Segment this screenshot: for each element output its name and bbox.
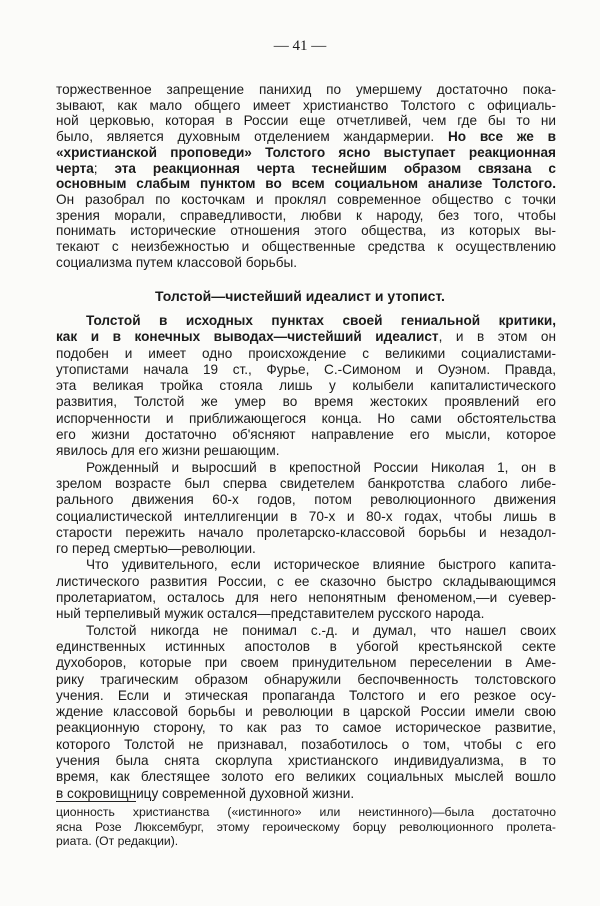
text-line [56,590,556,606]
text-line [56,460,556,476]
text-line [56,161,556,177]
text-segment: старости пережить начало пролетарско-классовой борьбы и незадол- [56,524,556,540]
text-segment: зывают, как мало общего имеет христианство Толстого с официаль- [56,97,556,113]
text-line [56,192,556,208]
text-line [56,737,556,753]
text-line [56,639,556,655]
text-segment: развития, Толстой же умер во время жестоких проявлений его [56,394,556,410]
text-segment: текают с неизбежностью и общественные средства к осуществлению [56,239,556,255]
text-segment: Толстой никогда не понимал с.-д. и думал, что нашел своих [86,622,556,638]
text-block-top [56,82,556,270]
text-segment: , и в этом он [438,329,556,345]
bold-text: Толстой в исходных пунктах своей гениальной критики, [86,313,556,328]
text-segment: его жизни достаточно об'ясняют направление его мысли, которое [56,427,556,443]
text-segment: пролетариатом, осталось для него непонятным феноменом,—и суевер- [56,590,556,606]
text-line [56,655,556,671]
text-line [56,704,556,720]
text-segment: которого Толстой не признавал, позаботилось о том, чтобы с его [56,736,556,752]
text-segment: ный терпеливый мужик остался—представителем русского народа. [56,606,485,622]
text-line [56,427,556,443]
text-line [56,574,556,590]
text-line [56,476,556,492]
text-segment: рику трагическим образом обнаружили беспочвенность толстовского [56,671,556,687]
text-line [56,313,556,329]
text-line [56,378,556,394]
text-segment: учения была снята скорлупа христианского индивидуализма, в то [56,753,556,769]
text-segment: единственных истинных апостолов в убогой крестьянской секте [56,638,556,654]
text-line [56,411,556,427]
text-segment: социалистической интеллигенции в 70-х и 80-х годах, чтобы лишь в [56,508,556,524]
text-segment: ной церковью, которая в России еще отчетливей, чем где бы то ни [56,113,556,129]
bold-text: основным слабым пунктом во всем социальном анализе Толстого. [56,176,556,192]
text-segment: Рожденный и выросший в крепостной России Николая 1, он в [86,459,556,475]
text-line [56,176,556,192]
text-segment: ждение классовой борьбы и революции в царской России имели свою [56,704,556,720]
text-line [56,129,556,145]
text-segment: торжественное запрещение панихид по умершему достаточно пока- [56,82,556,97]
text-segment: было, является духовным отделением жандармерии. [56,129,448,145]
text-line [56,362,556,378]
text-line [56,753,556,769]
bold-text: как и в конечных выводах—чистейший идеалист [56,329,439,345]
text-segment: ционность христианства («истинного» или неистинного)—была достаточно [56,805,556,819]
text-line [56,208,556,224]
text-line [56,541,556,557]
text-segment: учения. Если и этическая пропаганда Толстого и его резкое осу- [56,687,556,703]
text-segment: зрения морали, справедливости, любви к народу, без того, чтобы [56,207,556,223]
text-line [56,769,556,785]
page-number: — 41 — [273,38,327,54]
text-segment: Что удивительного, если историческое влияние быстрого капита- [86,557,556,573]
bold-text: черта [56,160,94,176]
text-line [56,346,556,362]
text-segment: испорченности и приближающегося конца. Но сами обстоятельства [56,410,556,426]
text-line [56,820,556,835]
text-line [56,443,556,459]
text-segment: утопистами начала 19 ст., Фурье, С.-Симоном и Оуэном. Правда, [56,361,556,377]
text-segment: ясна Розе Люксембург, этому героическому борцу революционного пролета- [56,819,556,834]
text-line [56,113,556,129]
text-line [56,255,556,271]
text-line [56,394,556,410]
text-segment: эта великая тройка стояла лишь у колыбели капиталистического [56,378,556,394]
text-line [56,720,556,736]
text-block-main [56,313,556,802]
text-segment: го перед смертью—революции. [56,541,256,557]
bold-text: Но все же в [447,129,557,145]
text-segment: ; [93,160,115,176]
text-line [56,688,556,704]
text-segment: риата. (От редакции). [56,834,179,848]
text-segment: в сокровищницу современной духовной жизни. [56,785,355,801]
text-line [56,145,556,161]
text-segment: понимать исторические отношения этого общества, из которых вы- [56,223,556,239]
text-line [56,786,556,802]
text-line [56,606,556,622]
text-line [56,805,556,820]
text-line [56,239,556,255]
text-line [56,672,556,688]
text-segment: рального движения 60-х годов, потом революционного движения [56,492,556,508]
text-segment: духоборов, которые при своем принудительном переселении в Аме- [56,655,556,671]
text-line [56,509,556,525]
text-line [56,82,556,98]
footnote-divider [56,801,136,802]
text-segment: явилось для его жизни решающим. [56,443,280,459]
section-heading: Толстой—чистейший идеалист и утопист. [155,288,445,304]
text-line [56,329,556,345]
text-segment: подобен и имеет одно происхождение с великими социалистами- [56,345,556,361]
text-segment: Он разобрал по косточкам и проклял современное общество с точки [56,191,556,207]
text-line [56,223,556,239]
bold-text: эта реакционная черта теснейшим образом связана с [114,160,556,176]
text-segment: листического развития России, с ее сказочно быстро складывающимся [56,573,556,589]
text-segment: зрелом возрасте был сперва свидетелем банкротства слабого либе- [56,475,556,491]
text-line [56,98,556,114]
text-segment: время, как блестящее золото его великих социальных мыслей вошло [56,769,556,785]
text-line [56,492,556,508]
text-line [56,623,556,639]
bold-text: «христианской проповеди» Толстого ясно выступает реакционная [56,144,556,160]
text-line [56,834,556,849]
text-segment: реакционную сторону, то как раз то самое историческое развитие, [56,720,556,736]
text-line [56,525,556,541]
text-line [56,557,556,573]
footnote [56,805,556,849]
text-segment: социализма путем классовой борьбы. [56,254,298,270]
